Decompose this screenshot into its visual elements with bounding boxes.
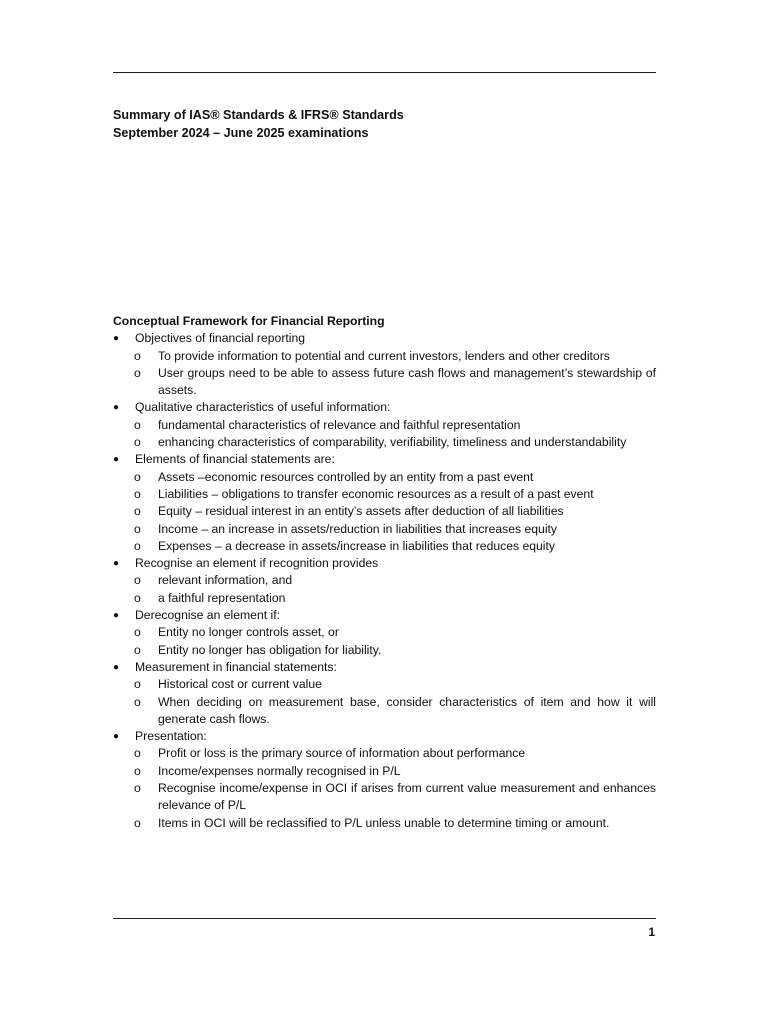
list-item	[113, 728, 656, 832]
sub-list-item	[113, 538, 656, 555]
bullet-icon: ●	[113, 610, 120, 622]
sub-bullet-icon: o	[134, 469, 141, 484]
sub-list	[135, 348, 656, 400]
list-item-text: Recognise an element if recognition provides	[135, 556, 379, 571]
sub-list-item	[113, 745, 656, 762]
bullet-icon: ●	[113, 731, 120, 743]
sub-bullet-icon: o	[134, 815, 141, 830]
sub-list-item	[113, 763, 656, 780]
bullet-list	[113, 330, 656, 832]
sub-list-item	[113, 348, 656, 365]
sub-bullet-icon: o	[134, 417, 141, 432]
sub-list-item	[113, 694, 656, 729]
footer-rule	[113, 918, 656, 919]
sub-list-item	[113, 434, 656, 451]
sub-list-item	[113, 486, 656, 503]
document-title-block	[113, 106, 656, 142]
list-item-text: Elements of financial statements are:	[135, 452, 335, 467]
sub-list	[135, 572, 656, 607]
sub-list-item	[113, 815, 656, 832]
section-title: Conceptual Framework for Financial Reporting	[113, 314, 385, 328]
list-item-text: Objectives of financial reporting	[135, 331, 306, 346]
sub-list	[135, 417, 656, 452]
sub-list-item-text: Items in OCI will be reclassified to P/L unless unable to determine timing or amount.	[158, 815, 610, 830]
sub-bullet-icon: o	[134, 504, 141, 519]
sub-bullet-icon: o	[134, 677, 141, 692]
sub-list-item-text: fundamental characteristics of relevance and faithful representation	[158, 417, 521, 432]
bullet-icon: ●	[113, 661, 120, 673]
sub-bullet-icon: o	[134, 521, 141, 536]
sub-list-item	[113, 469, 656, 486]
sub-list-item	[113, 780, 656, 815]
sub-list-item	[113, 624, 656, 641]
sub-list-item-text: Historical cost or current value	[158, 677, 322, 692]
bullet-icon: ●	[113, 402, 120, 414]
sub-list-item	[113, 590, 656, 607]
sub-bullet-icon: o	[134, 486, 141, 501]
sub-list-item	[113, 642, 656, 659]
list-item	[113, 659, 656, 728]
page-number: 1	[648, 925, 655, 939]
list-item	[113, 330, 656, 399]
sub-bullet-icon: o	[134, 642, 141, 657]
sub-bullet-icon: o	[134, 763, 141, 778]
sub-list-item	[113, 521, 656, 538]
list-item	[113, 451, 656, 555]
sub-list-item-text: Liabilities – obligations to transfer economic resources as a result of a past event	[158, 486, 594, 501]
sub-list-item-text: Entity no longer controls asset, or	[158, 625, 339, 640]
list-item-text: Presentation:	[135, 729, 207, 744]
sub-list-item-text: Income – an increase in assets/reduction in liabilities that increases equity	[158, 521, 558, 536]
sub-list-item-text: a faithful representation	[158, 590, 286, 605]
sub-list-item-text: Recognise income/expense in OCI if arises from current value measurement and enhances relevance of P/L	[158, 781, 656, 813]
sub-bullet-icon: o	[134, 781, 141, 796]
sub-bullet-icon: o	[134, 590, 141, 605]
sub-bullet-icon: o	[134, 435, 141, 450]
list-item-text: Measurement in financial statements:	[135, 659, 337, 674]
sub-list-item-text: Assets –economic resources controlled by an entity from a past event	[158, 469, 534, 484]
sub-list-item	[113, 572, 656, 589]
sub-bullet-icon: o	[134, 746, 141, 761]
sub-list	[135, 624, 656, 659]
bullet-icon: ●	[113, 558, 120, 570]
sub-bullet-icon: o	[134, 538, 141, 553]
sub-list-item-text: enhancing characteristics of comparability, verifiability, timeliness and understandability	[158, 435, 627, 450]
sub-list	[135, 745, 656, 831]
bullet-icon: ●	[113, 454, 120, 466]
sub-list-item	[113, 676, 656, 693]
sub-list-item-text: Income/expenses normally recognised in P/L	[158, 763, 401, 778]
sub-list-item-text: User groups need to be able to assess future cash flows and management’s stewardship of assets.	[158, 365, 656, 398]
sub-list-item-text: Equity – residual interest in an entity’s assets after deduction of all liabilities	[158, 504, 564, 519]
sub-bullet-icon: o	[134, 365, 141, 380]
document-subtitle: September 2024 – June 2025 examinations	[113, 126, 369, 140]
sub-bullet-icon: o	[134, 348, 141, 363]
conceptual-framework-section	[113, 313, 656, 832]
list-item	[113, 555, 656, 607]
sub-list-item	[113, 417, 656, 434]
sub-list-item-text: To provide information to potential and current investors, lenders and other creditors	[158, 348, 610, 363]
sub-bullet-icon: o	[134, 694, 141, 709]
list-item-text: Qualitative characteristics of useful information:	[135, 400, 391, 415]
document-title: Summary of IAS® Standards & IFRS® Standards	[113, 108, 404, 122]
sub-list-item-text: Entity no longer has obligation for liability.	[158, 642, 382, 657]
sub-list	[135, 469, 656, 555]
list-item	[113, 399, 656, 451]
sub-list-item	[113, 365, 656, 400]
sub-list	[135, 676, 656, 728]
sub-bullet-icon: o	[134, 625, 141, 640]
sub-list-item-text: Expenses – a decrease in assets/increase in liabilities that reduces equity	[158, 538, 555, 553]
list-item	[113, 607, 656, 659]
sub-list-item-text: Profit or loss is the primary source of information about performance	[158, 746, 526, 761]
sub-list-item-text: When deciding on measurement base, consider characteristics of item and how it will generate cash flows.	[158, 694, 656, 726]
sub-list-item-text: relevant information, and	[158, 573, 293, 588]
list-item-text: Derecognise an element if:	[135, 608, 280, 623]
sub-bullet-icon: o	[134, 573, 141, 588]
sub-list-item	[113, 503, 656, 520]
header-rule	[113, 72, 656, 73]
bullet-icon: ●	[113, 333, 120, 345]
